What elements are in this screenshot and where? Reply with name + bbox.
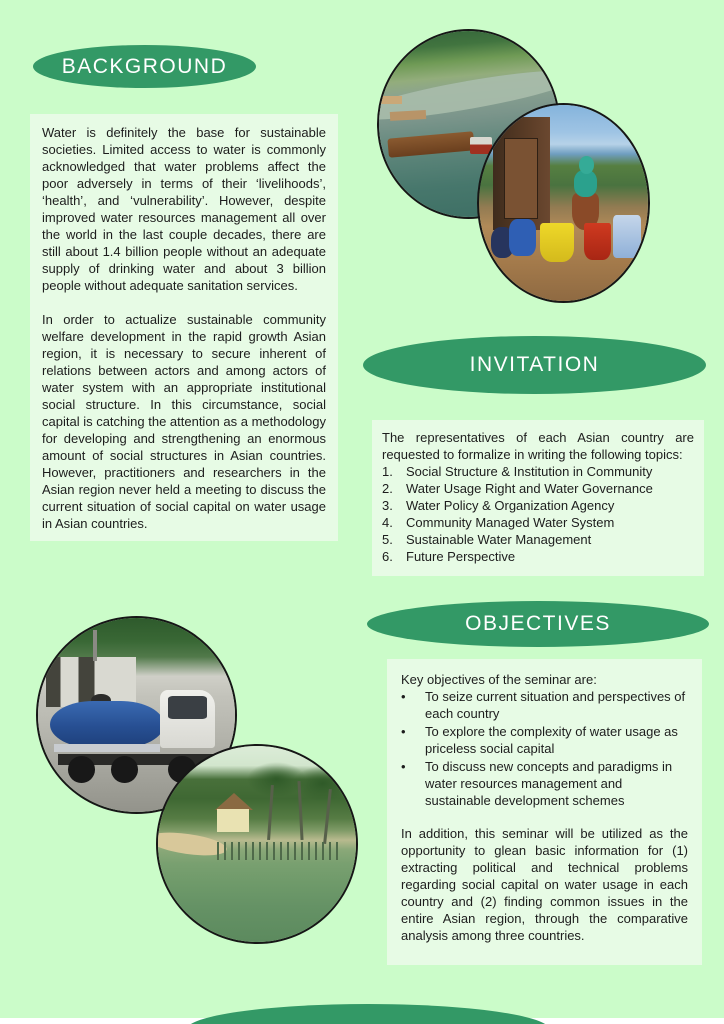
wheel-shape	[68, 756, 96, 783]
pipe-shape	[93, 630, 97, 661]
objectives-bullet-list	[401, 688, 688, 809]
background-text-panel	[30, 114, 338, 541]
invitation-header	[363, 336, 706, 394]
background-header	[33, 45, 256, 88]
red-bucket-shape	[584, 223, 611, 260]
background-paragraph-1: Water is definitely the base for sustainable societies. Limited access to water is commonly acknowledged that water problems affect the poor adversely in terms of their ‘livelihoods’, ‘health’, and ‘vulnerability’. However, despite improved water resources management all over the world in the last couple decades, there are still about 1.4 billion people without an adequate supply of drinking water and about 3 billion people without adequate sanitation services.	[42, 125, 326, 293]
invitation-text-panel	[372, 420, 704, 576]
objectives-intro: Key objectives of the seminar are:	[401, 672, 597, 687]
topic-label: Sustainable Water Management	[406, 532, 592, 547]
bullet-item	[401, 688, 688, 722]
background-title: BACKGROUND	[61, 54, 228, 78]
invitation-topic-list	[382, 463, 694, 565]
bullet-icon: •	[401, 759, 406, 774]
topic-number: 6.	[382, 549, 393, 564]
topic-label: Social Structure & Institution in Community	[406, 464, 653, 479]
topic-number: 5.	[382, 532, 393, 547]
bullet-item	[401, 723, 688, 757]
topic-item	[382, 480, 694, 497]
topic-item	[382, 463, 694, 480]
topic-label: Water Policy & Organization Agency	[406, 498, 615, 513]
blue-drum-shape	[509, 219, 536, 256]
stilt-fence-shape	[217, 842, 340, 860]
water-tank-shape	[50, 701, 164, 748]
person-torso-shape	[574, 170, 598, 197]
topic-item	[382, 497, 694, 514]
topic-item	[382, 514, 694, 531]
person-head-shape	[579, 156, 594, 174]
invitation-intro: The representatives of each Asian country are requested to formalize in writing the following topics:	[382, 430, 694, 462]
bullet-item	[401, 758, 688, 809]
water-collection-photo	[477, 103, 650, 303]
palm-canopy-shape	[293, 766, 352, 801]
topic-number: 4.	[382, 515, 393, 530]
topic-number: 2.	[382, 481, 393, 496]
topic-item	[382, 548, 694, 565]
yellow-bucket-shape	[540, 223, 574, 262]
topic-label: Water Usage Right and Water Governance	[406, 481, 653, 496]
jerrycan-shape	[613, 215, 642, 258]
topic-number: 1.	[382, 464, 393, 479]
house-wall-shape	[217, 809, 249, 833]
door-shape	[504, 138, 538, 218]
hut-shape	[379, 96, 402, 103]
bullet-label: To explore the complexity of water usage as priceless social capital	[425, 724, 678, 756]
objectives-title: OBJECTIVES	[465, 612, 611, 635]
objectives-closing: In addition, this seminar will be utilized as the opportunity to glean basic information for (1) extracting political and technical problems regarding social capital on water usage in each country and (2) finding common issues in the entire Asian region, through the comparative analysis among three countries.	[401, 826, 688, 943]
tank-band-shape	[54, 744, 160, 752]
invitation-title: INVITATION	[469, 353, 600, 376]
topic-number: 3.	[382, 498, 393, 513]
wheel-shape	[111, 756, 139, 783]
background-paragraph-2: In order to actualize sustainable community welfare development in the rapid growth Asian region, it is necessary to secure inherent of relations between actors and among actors of water system with an appropriate institutional social structure. In this circumstance, social capital is catching the attention as a methodology for developing and strengthening an enormous amount of social structures in Asian countries. However, practitioners and researchers in the Asian region never held a meeting to discuss the current situation of social capital on water usage in Asian countries.	[42, 312, 327, 531]
house-roof-shape	[215, 793, 253, 810]
bullet-icon: •	[401, 724, 406, 739]
topic-label: Community Managed Water System	[406, 515, 615, 530]
windshield-shape	[168, 696, 207, 719]
objectives-text-panel	[387, 659, 702, 965]
topic-item	[382, 531, 694, 548]
bullet-icon: •	[401, 689, 406, 704]
bullet-label: To discuss new concepts and paradigms in water resources management and sustainable development schemes	[425, 759, 673, 808]
bullet-label: To seize current situation and perspectives of each country	[425, 689, 686, 721]
topic-label: Future Perspective	[406, 549, 516, 564]
waterfront-photo	[156, 744, 358, 944]
objectives-header	[367, 601, 709, 647]
dock-shape	[390, 110, 426, 121]
